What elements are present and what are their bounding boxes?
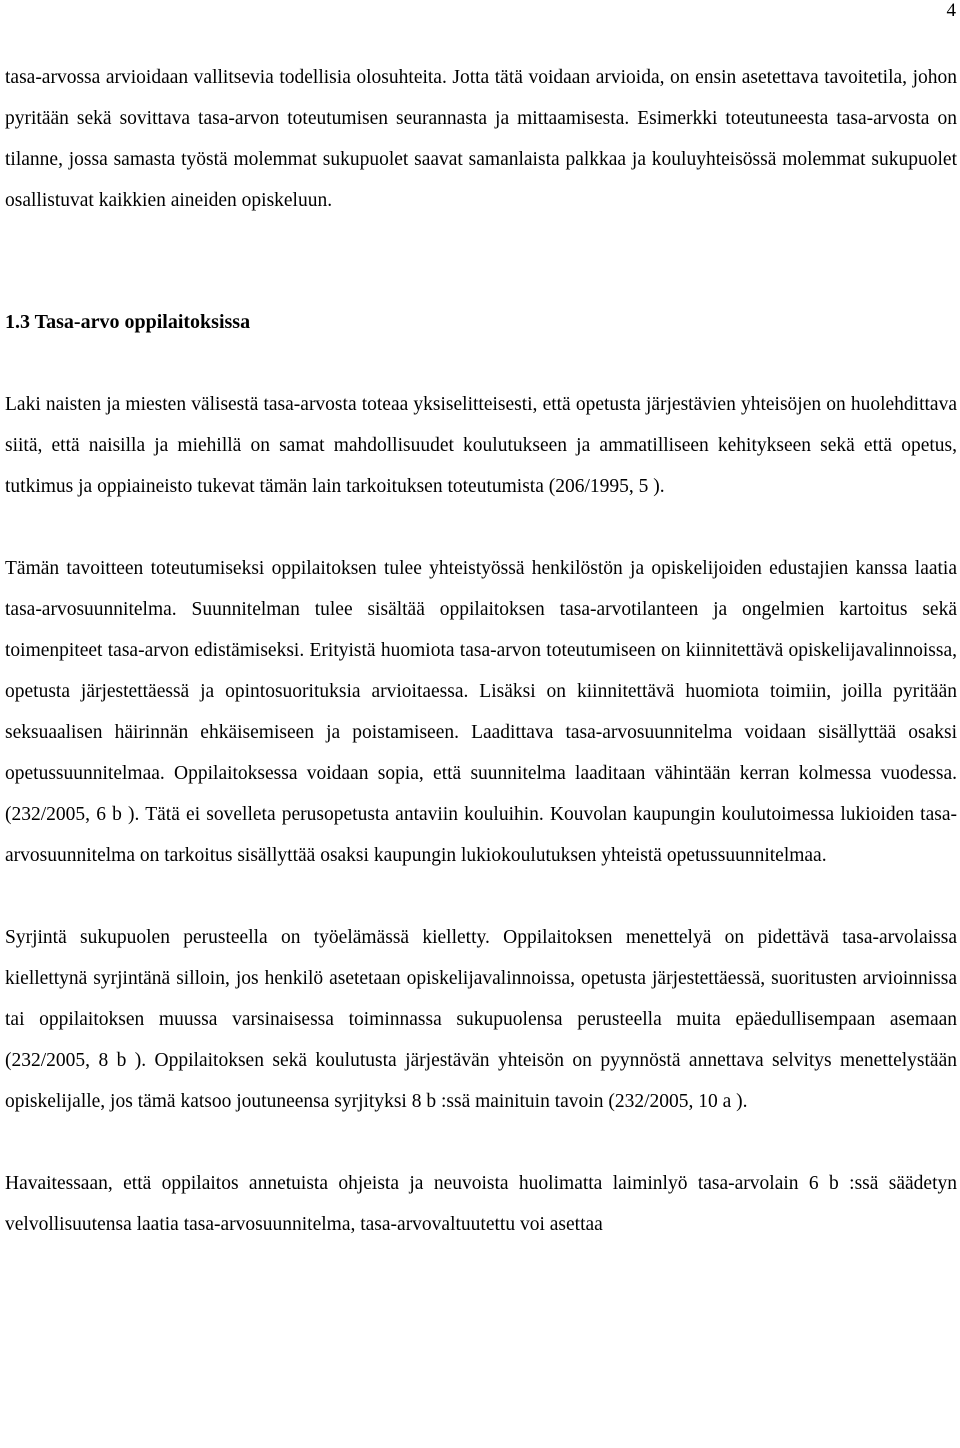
body-paragraph-1: Laki naisten ja miesten välisestä tasa-arvosta toteaa yksiselitteisesti, että opetusta järjestävien yhteisöjen on huolehdittava siitä, että naisilla ja miehillä on samat mahdollisuudet koulutukseen ja ammatilliseen kehitykseen sekä että opetus, tutkimus ja oppiaineisto tukevat tämän lain tarkoituksen toteutumista (206/1995, 5 ). xyxy=(5,394,957,497)
page-number: 4 xyxy=(946,0,956,21)
spacer xyxy=(5,876,957,917)
intro-paragraph: tasa-arvossa arvioidaan vallitsevia todellisia olosuhteita. Jotta tätä voidaan arvioida, on ensin asetettava tavoitetila, johon pyritään sekä sovittava tasa-arvon toteutumisen seurannasta ja mittaamisesta. Esimerkki toteutuneesta tasa-arvosta on tilanne, jossa samasta työstä molemmat sukupuolet saavat samanlaista palkkaa ja kouluyhteisössä molemmat sukupuolet osallistuvat kaikkien aineiden opiskeluun. xyxy=(5,67,957,211)
section-heading: 1.3 Tasa-arvo oppilaitoksissa xyxy=(5,311,251,333)
body-paragraph-2: Tämän tavoitteen toteutumiseksi oppilaitoksen tulee yhteistyössä henkilöstön ja opiskelijoiden edustajien kanssa laatia tasa-arvosuunnitelma. Suunnitelman tulee sisältää oppilaitoksen tasa-arvotilanteen ja ongelmien kartoitus sekä toimenpiteet tasa-arvon edistämiseksi. Erityistä huomiota tasa-arvon toteutumiseen on kiinnitettävä opiskelijavalinnoissa, opetusta järjestettäessä ja opintosuorituksia arvioitaessa. Lisäksi on kiinnitettävä huomiota toimiin, joilla pyritään seksuaalisen häirinnän ehkäisemiseen ja poistamiseen. Laadittava tasa-arvosuunnitelma voidaan sisällyttää osaksi opetussuunnitelmaa. Oppilaitoksessa voidaan sopia, että suunnitelma laaditaan vähintään kerran kolmessa vuodessa.(232/2005, 6 b ). Tätä ei sovelleta perusopetusta antaviin kouluihin. Kouvolan kaupungin koulutoimessa lukioiden tasa-arvosuunnitelma on tarkoitus sisällyttää osaksi kaupungin lukiokoulutuksen yhteistä opetussuunnitelmaa. xyxy=(5,558,957,866)
document-body xyxy=(5,57,957,1245)
body-paragraph-4: Havaitessaan, että oppilaitos annetuista ohjeista ja neuvoista huolimatta laiminlyö tasa-arvolain 6 b :ssä säädetyn velvollisuutensa laatia tasa-arvosuunnitelma, tasa-arvovaltuutettu voi asettaa xyxy=(5,1173,957,1235)
spacer xyxy=(5,343,957,384)
spacer xyxy=(5,1122,957,1163)
spacer xyxy=(5,507,957,548)
body-paragraph-3: Syrjintä sukupuolen perusteella on työelämässä kielletty. Oppilaitoksen menettelyä on pidettävä tasa-arvolaissa kiellettynä syrjintänä silloin, jos henkilö asetetaan opiskelijavalinnoissa, opetusta järjestettäessä, suoritusten arvioinnissa tai oppilaitoksen muussa varsinaisessa toiminnassa sukupuolensa perusteella muita epäedullisempaan asemaan (232/2005, 8 b ). Oppilaitoksen sekä koulutusta järjestävän yhteisön on pyynnöstä annettava selvitys menettelystään opiskelijalle, jos tämä katsoo joutuneensa syrjityksi 8 b :ssä mainituin tavoin (232/2005, 10 a ). xyxy=(5,927,957,1112)
spacer xyxy=(5,221,957,302)
